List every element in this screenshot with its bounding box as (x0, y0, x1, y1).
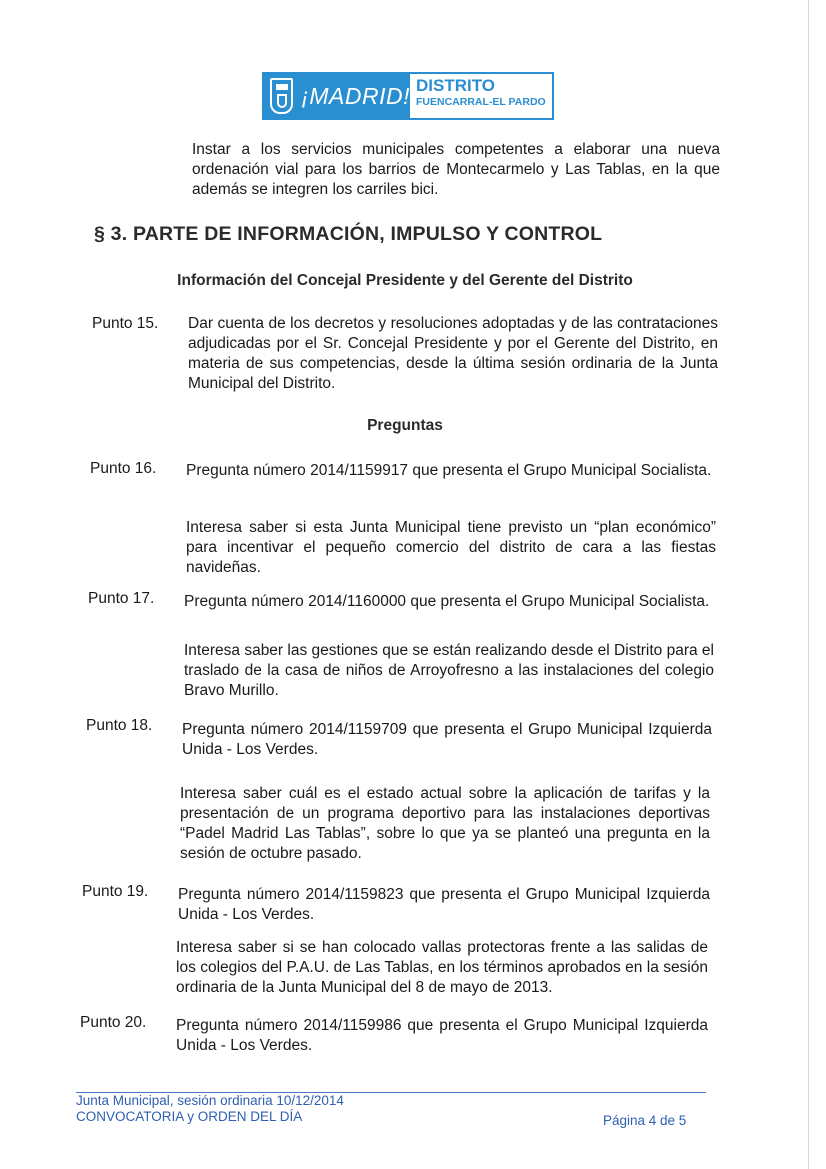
footer-convocatoria: CONVOCATORIA y ORDEN DEL DÍA (76, 1109, 303, 1124)
questions-heading: Preguntas (367, 417, 443, 434)
logo-distrito-text: DISTRITO (416, 76, 496, 95)
punto-17-text: Pregunta número 2014/1160000 que presenta el Grupo Municipal Socialista. (184, 593, 710, 610)
punto-19-detail: Interesa saber si se han colocado vallas protectoras frente a las salidas de los colegios del P.A.U. de Las Tablas, en los términos aprobados en la sesión ordinaria de la Junta Municipal del 8 de mayo de 2013. (176, 939, 708, 996)
footer-session: Junta Municipal, sesión ordinaria 10/12/2014 (76, 1093, 344, 1108)
punto-16-detail: Interesa saber si esta Junta Municipal tiene previsto un “plan económico” para incentivar el pequeño comercio del distrito de cara a las fiestas navideñas. (186, 519, 716, 576)
punto-15-label: Punto 15. (92, 315, 159, 332)
logo-madrid-text: ¡MADRID! (301, 82, 410, 109)
punto-20-text: Pregunta número 2014/1159986 que presenta el Grupo Municipal Izquierda Unida - Los Verdes. (176, 1017, 708, 1054)
logo-district-name: FUENCARRAL-EL PARDO (416, 96, 546, 108)
punto-17-detail: Interesa saber las gestiones que se están realizando desde el Distrito para el traslado de la casa de niños de Arroyofresno a las instalaciones del colegio Bravo Murillo. (184, 642, 714, 699)
madrid-crest-icon (270, 78, 293, 114)
punto-18-text: Pregunta número 2014/1159709 que presenta el Grupo Municipal Izquierda Unida - Los Verdes. (182, 721, 712, 758)
footer-page-number: Página 4 de 5 (603, 1113, 687, 1128)
section-title: § 3. PARTE DE INFORMACIÓN, IMPULSO Y CONTROL (94, 223, 603, 245)
punto-16-text: Pregunta número 2014/1159917 que presenta el Grupo Municipal Socialista. (186, 462, 712, 479)
logo-blue-panel (262, 72, 410, 120)
punto-15-text: Dar cuenta de los decretos y resoluciones adoptadas y de las contrataciones adjudicadas por el Sr. Concejal Presidente y por el Gerente del Distrito, en materia de sus competencias, desde la última sesión ordinaria de la Junta Municipal del Distrito. (188, 315, 718, 392)
logo-district-panel (410, 72, 554, 120)
page-edge-divider (808, 0, 809, 1169)
punto-18-detail: Interesa saber cuál es el estado actual sobre la aplicación de tarifas y la presentación de un programa deportivo para las instalaciones deportivas “Padel Madrid Las Tablas”, sobre lo que ya se planteó una pregunta en la sesión de octubre pasado. (180, 785, 710, 862)
punto-19-text: Pregunta número 2014/1159823 que presenta el Grupo Municipal Izquierda Unida - Los Verdes. (178, 886, 710, 923)
madrid-distrito-logo (262, 72, 554, 120)
punto-20-label: Punto 20. (80, 1014, 147, 1031)
punto-18-label: Punto 18. (86, 717, 153, 734)
punto-19-label: Punto 19. (82, 883, 149, 900)
info-heading: Información del Concejal Presidente y del Gerente del Distrito (177, 272, 633, 289)
punto-16-label: Punto 16. (90, 460, 157, 477)
intro-paragraph: Instar a los servicios municipales competentes a elaborar una nueva ordenación vial para los barrios de Montecarmelo y Las Tablas, en la que además se integren los carriles bici. (192, 141, 720, 198)
punto-17-label: Punto 17. (88, 590, 155, 607)
